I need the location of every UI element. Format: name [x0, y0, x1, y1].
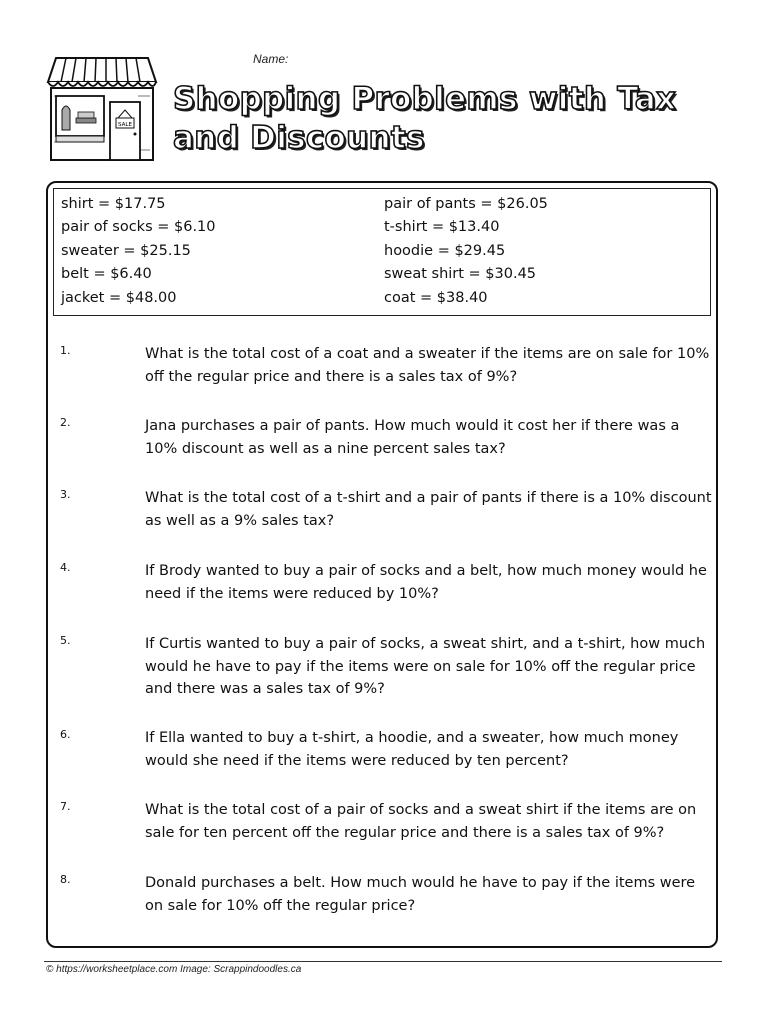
problem-text: What is the total cost of a pair of socks and a sweat shirt if the items are on sale for ten percent off the regular price and there is a sales tax of 9%? [145, 802, 697, 841]
problem-number: 6. [60, 728, 71, 741]
problem-number: 4. [60, 561, 71, 574]
problem-number: 7. [60, 800, 71, 813]
price-item: t-shirt = $13.40 [384, 219, 500, 236]
price-item: coat = $38.40 [384, 289, 488, 306]
problem-text: If Brody wanted to buy a pair of socks and a belt, how much money would he need if the items were reduced by 10%? [145, 563, 707, 602]
price-item: sweat shirt = $30.45 [384, 266, 537, 283]
problem-text: Jana purchases a pair of pants. How much would it cost her if there was a 10% discount as well as a nine percent sales tax? [145, 418, 680, 457]
price-column-right [384, 193, 548, 310]
footer-credit: © https://worksheetplace.com Image: Scrappindoodles.ca [46, 964, 302, 975]
sale-sign-text: SALE [118, 122, 132, 128]
price-item: belt = $6.40 [61, 266, 152, 283]
price-list [53, 188, 711, 316]
price-item: pair of socks = $6.10 [61, 219, 216, 236]
problem-text: What is the total cost of a t-shirt and a pair of pants if there is a 10% discount as well as a 9% sales tax? [145, 490, 712, 529]
problem-number: 8. [60, 873, 71, 886]
problem-number: 3. [60, 488, 71, 501]
price-item: jacket = $48.00 [61, 289, 177, 306]
store-illustration [42, 52, 162, 164]
problem-number: 2. [60, 416, 71, 429]
problem-number: 1. [60, 344, 71, 357]
problem-text: What is the total cost of a coat and a sweater if the items are on sale for 10% off the regular price and there is a sales tax of 9%? [145, 346, 710, 385]
problem-text: If Curtis wanted to buy a pair of socks, a sweat shirt, and a t-shirt, how much would he have to pay if the items were on sale for 10% off the regular price and there was a sales tax of 9%? [145, 636, 706, 697]
price-item: hoodie = $29.45 [384, 242, 506, 259]
price-item: pair of pants = $26.05 [384, 196, 548, 212]
footer-divider [44, 961, 722, 962]
price-item: shirt = $17.75 [61, 196, 166, 212]
problem-text: If Ella wanted to buy a t-shirt, a hoodie, and a sweater, how much money would she need if the items were reduced by ten percent? [145, 730, 679, 769]
page-title: Shopping Problems with Tax and Discounts [173, 81, 677, 156]
problem-text: Donald purchases a belt. How much would he have to pay if the items were on sale for 10% off the regular price? [145, 875, 696, 914]
price-item: sweater = $25.15 [61, 242, 191, 259]
price-column-left [61, 193, 216, 310]
name-field-label: Name: [253, 52, 289, 66]
problem-number: 5. [60, 634, 71, 647]
